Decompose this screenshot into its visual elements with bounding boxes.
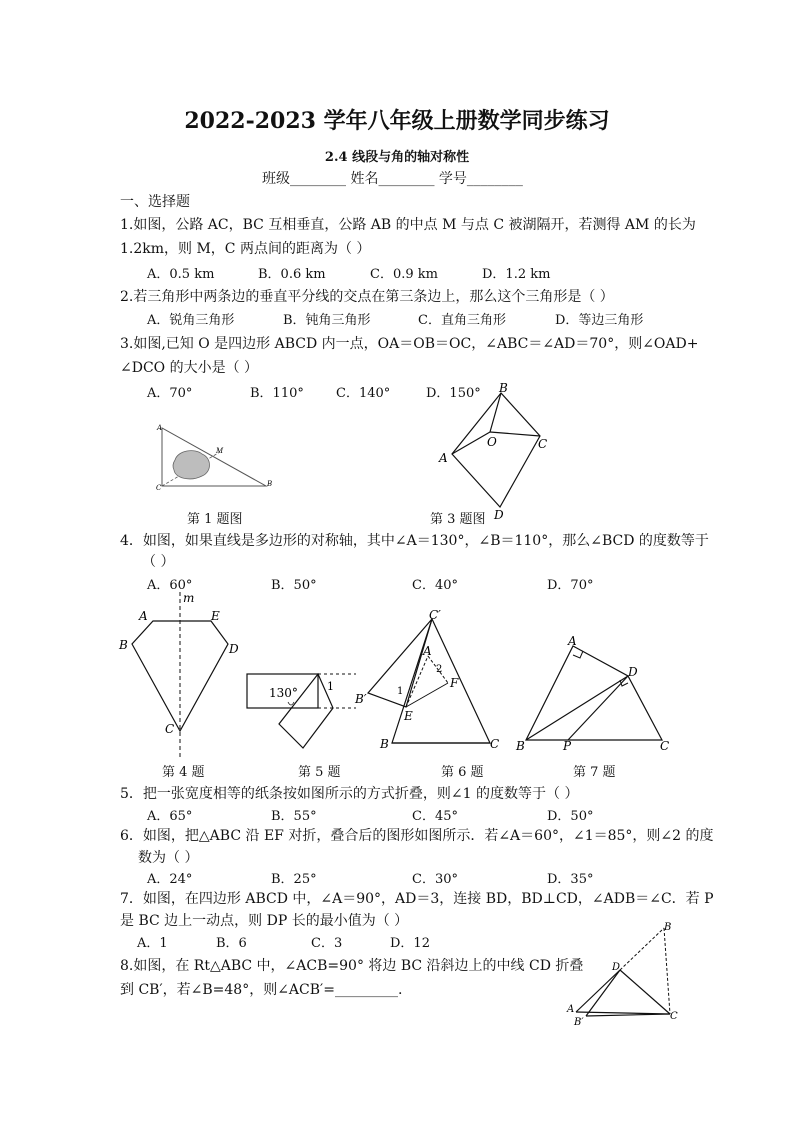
- fig8-label-b-prime: B′: [574, 1017, 584, 1028]
- figure-6: [352, 605, 507, 755]
- fig1-caption: 第 1 题图: [187, 512, 243, 527]
- fig7-right-angle-a: [573, 651, 583, 658]
- fig7-caption: 第 7 题: [573, 765, 616, 780]
- fig3-label-c: C: [538, 437, 548, 451]
- fig8-dashed-db: [620, 928, 664, 970]
- fig8-label-c: C: [670, 1011, 678, 1022]
- q1-text-line2: 1.2km，则 M，C 两点间的距离为（ ）: [120, 241, 371, 257]
- fig8-segment-b-prime-c: [586, 1014, 670, 1016]
- fig7-label-p: P: [563, 739, 572, 753]
- fig6-label-angle-1: 1: [397, 686, 404, 697]
- q3-option-a: A．70°: [147, 386, 193, 401]
- q5-option-a: A．65°: [147, 809, 193, 824]
- fig7-quadrilateral: [526, 646, 662, 740]
- q1-text-line1: 1.如图，公路 AC，BC 互相垂直，公路 AB 的中点 M 与点 C 被湖隔开，若测得 AM 的长为: [120, 217, 696, 233]
- section-heading: 一、选择题: [120, 194, 190, 210]
- fig8-label-b: B: [664, 922, 672, 933]
- fig7-label-b: B: [516, 739, 525, 753]
- fig8-label-a: A: [567, 1004, 575, 1015]
- fig3-segment-oc: [490, 432, 540, 436]
- fig6-triangle: [392, 619, 490, 743]
- fig7-label-d: D: [628, 665, 638, 679]
- figure-7: [512, 632, 677, 757]
- fig6-label-b-prime: B′: [355, 692, 367, 706]
- fig1-label-b: B: [267, 480, 273, 488]
- fig3-caption: 第 3 题图: [430, 512, 486, 527]
- fig8-dashed-bc: [664, 928, 670, 1014]
- q2-option-d: D．等边三角形: [555, 313, 644, 328]
- q7-option-b: B．6: [216, 936, 247, 951]
- fig4-label-m: m: [183, 591, 195, 605]
- q7-option-d: D．12: [390, 936, 430, 951]
- q1-option-a: A．0.5 km: [147, 267, 215, 282]
- fig5-angle-label: 130°: [269, 686, 298, 700]
- fig8-segment-ac: [576, 1012, 670, 1014]
- q1-option-c: C．0.9 km: [370, 267, 438, 282]
- figure-1: [150, 420, 280, 495]
- q6-option-d: D．35°: [547, 872, 594, 887]
- fig5-angle-arc: [288, 702, 294, 705]
- fig3-label-d: D: [494, 508, 504, 522]
- fig3-label-b: B: [499, 381, 508, 395]
- figure-4: [115, 590, 250, 760]
- q6-option-c: C．30°: [412, 872, 458, 887]
- q7-text-line1: 7．如图，在四边形 ABCD 中，∠A＝90°，AD＝3，连接 BD，BD⊥CD，∠ADB＝∠C．若 P: [120, 891, 714, 907]
- q8-text-line1: 8.如图，在 Rt△ABC 中，∠ACB=90° 将边 BC 沿斜边上的中线 CD 折叠: [120, 958, 584, 974]
- q2-option-c: C．直角三角形: [418, 313, 506, 328]
- q6-option-a: A．24°: [147, 872, 193, 887]
- fig6-label-angle-2: 2: [436, 664, 443, 675]
- fig1-label-c: C: [156, 484, 162, 492]
- fig3-label-o: O: [487, 435, 497, 449]
- q3-option-b: B．110°: [250, 386, 304, 401]
- fig6-label-c: C: [490, 737, 500, 751]
- fig1-label-a: A: [157, 424, 163, 432]
- fig8-label-d: D: [612, 962, 621, 973]
- q2-text-line1: 2.若三角形中两条边的垂直平分线的交点在第三条边上，那么这个三角形是（ ）: [120, 289, 614, 305]
- fig4-label-d: D: [229, 642, 239, 656]
- q7-text-line2: 是 BC 边上一动点，则 DP 长的最小值为（ ）: [120, 913, 409, 929]
- q5-option-d: D．50°: [547, 809, 594, 824]
- fig3-segment-ob: [490, 393, 501, 432]
- q7-option-c: C．3: [311, 936, 343, 951]
- q3-option-c: C．140°: [336, 386, 391, 401]
- q6-option-b: B．25°: [271, 872, 317, 887]
- q1-option-b: B．0.6 km: [258, 267, 326, 282]
- fig6-label-a: A: [423, 644, 432, 658]
- fig4-caption: 第 4 题: [162, 765, 205, 780]
- figure-5: [243, 668, 358, 758]
- fig6-label-e: E: [404, 709, 413, 723]
- q2-option-b: B．钝角三角形: [283, 313, 371, 328]
- fig4-label-e: E: [211, 609, 220, 623]
- q6-text-line2: 数为（ ）: [138, 850, 199, 866]
- q5-text-line1: 5．把一张宽度相等的纸条按如图所示的方式折叠，则∠1 的度数等于（ ）: [120, 786, 579, 802]
- fig6-label-c-prime: C′: [429, 608, 441, 622]
- fig4-label-b: B: [119, 638, 128, 652]
- fig8-segment-ad: [576, 970, 620, 1012]
- section-subtitle: 2.4 线段与角的轴对称性: [324, 150, 470, 165]
- fig6-label-f: F: [450, 676, 459, 690]
- q3-option-d: D．150°: [426, 386, 481, 401]
- q4-text-line1: 4．如图，如果直线是多边形的对称轴，其中∠A＝130°，∠B＝110°，那么∠BCD 的度数等于: [120, 533, 709, 549]
- q8-text-line2: 到 CB′，若∠B=48°，则∠ACB′=_________.: [120, 982, 403, 998]
- q2-option-a: A．锐角三角形: [147, 313, 235, 328]
- fig7-label-c: C: [660, 739, 670, 753]
- q4-option-a: A．60°: [147, 578, 193, 593]
- q3-text-line2: ∠DCO 的大小是（ ）: [120, 360, 259, 376]
- q4-option-b: B．50°: [271, 578, 317, 593]
- fig5-angle-mark: 1: [327, 680, 334, 693]
- lake-shape: [173, 451, 210, 479]
- q4-text-line2: （ ）: [142, 554, 175, 570]
- fig7-label-a: A: [568, 634, 577, 648]
- fig3-label-a: A: [439, 451, 448, 465]
- q7-option-a: A．1: [137, 936, 168, 951]
- fig6-label-b: B: [380, 737, 389, 751]
- q6-text-line1: 6．如图，把△ABC 沿 EF 对折，叠合后的图形如图所示．若∠A＝60°，∠1＝85°，则∠2 的度: [120, 828, 714, 844]
- student-info-line: 班级________ 姓名________ 学号________: [262, 171, 523, 187]
- q1-option-d: D．1.2 km: [482, 267, 551, 282]
- q4-option-c: C．40°: [412, 578, 458, 593]
- fig4-label-a: A: [139, 609, 148, 623]
- fig1-label-m: M: [216, 447, 224, 455]
- fig8-segment-db-prime: [586, 970, 620, 1016]
- fig5-caption: 第 5 题: [298, 765, 341, 780]
- figure-8: [562, 918, 682, 1028]
- q3-text-line1: 3.如图,已知 O 是四边形 ABCD 内一点，OA＝OB＝OC，∠ABC＝∠AD＝70°，则∠OAD+: [120, 336, 699, 352]
- page-title: 2022-2023 学年八年级上册数学同步练习: [184, 108, 610, 134]
- q5-option-c: C．45°: [412, 809, 458, 824]
- fig8-median-dc: [620, 970, 670, 1014]
- q5-option-b: B．55°: [271, 809, 317, 824]
- q4-option-d: D．70°: [547, 578, 594, 593]
- figure-3: [435, 380, 555, 520]
- fig4-label-c: C: [165, 722, 175, 736]
- fig6-caption: 第 6 题: [441, 765, 484, 780]
- fig3-segment-oa: [452, 432, 490, 454]
